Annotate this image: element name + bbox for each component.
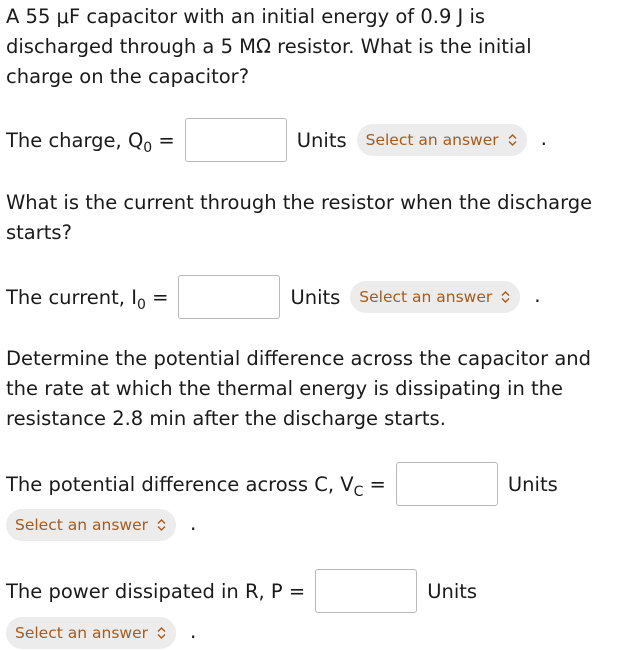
charge-label-text: The charge, Q — [6, 128, 144, 152]
power-label: The power dissipated in R, P = — [6, 579, 306, 603]
chevron-updown-icon — [501, 290, 510, 304]
potential-units-label: Units — [507, 472, 558, 496]
chevron-updown-icon — [157, 518, 166, 532]
charge-equals: = — [152, 128, 175, 152]
power-row — [6, 567, 477, 615]
power-units-label: Units — [427, 579, 478, 603]
charge-subscript: 0 — [143, 139, 153, 156]
current-question: What is the current through the resistor when the discharge starts? — [6, 191, 593, 244]
potential-label — [6, 472, 386, 500]
current-label-text: The current, I — [6, 285, 137, 309]
potential-period: . — [189, 511, 197, 535]
current-units-select[interactable] — [350, 281, 520, 313]
potential-label-text: The potential difference across C, V — [6, 472, 354, 496]
current-input[interactable] — [178, 275, 280, 319]
power-period: . — [189, 619, 197, 643]
current-equals: = — [145, 285, 169, 309]
charge-select-text: Select an answer — [365, 131, 499, 149]
power-select-row — [6, 615, 196, 651]
charge-period: . — [540, 126, 547, 150]
current-subscript: 0 — [136, 296, 146, 313]
power-units-select[interactable] — [6, 617, 176, 649]
potential-equals: = — [363, 472, 386, 496]
charge-units-select[interactable] — [357, 124, 527, 156]
current-period: . — [534, 283, 541, 307]
current-select-text: Select an answer — [359, 288, 493, 306]
charge-row — [6, 116, 547, 164]
potential-units-select[interactable] — [6, 509, 176, 541]
power-select-text: Select an answer — [15, 624, 148, 642]
question-intro: A 55 μF capacitor with an initial energy of 0.9 J is discharged through a 5 MΩ resistor. What is the initial charge on the capacitor? — [6, 5, 532, 88]
charge-input[interactable] — [185, 118, 287, 162]
power-input[interactable] — [315, 569, 417, 613]
charge-label — [6, 128, 175, 156]
current-label — [6, 285, 169, 313]
potential-question: Determine the potential difference across the capacitor and the rate at which the thermal energy is dissipating in the resistance 2.8 min after the discharge starts. — [6, 347, 592, 430]
potential-select-row — [6, 507, 196, 543]
potential-select-text: Select an answer — [15, 516, 148, 534]
charge-units-label: Units — [296, 128, 347, 152]
chevron-updown-icon — [157, 626, 166, 640]
current-row — [6, 273, 541, 321]
potential-subscript: C — [353, 483, 364, 500]
current-units-label: Units — [290, 285, 341, 309]
potential-row — [6, 460, 558, 508]
chevron-updown-icon — [508, 133, 517, 147]
potential-input[interactable] — [396, 462, 498, 506]
